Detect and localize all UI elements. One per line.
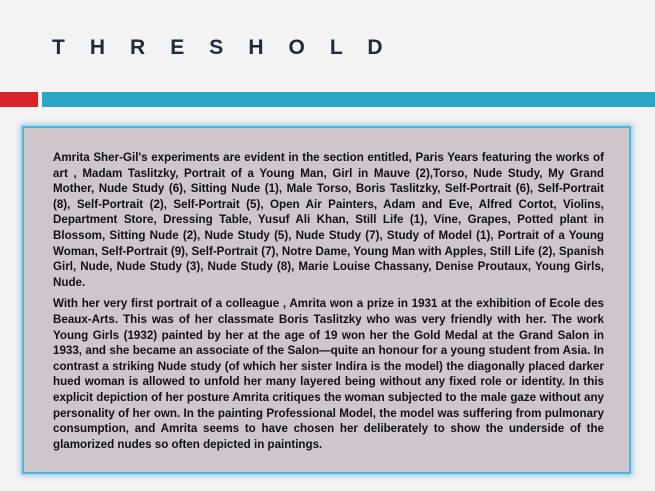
paragraph-first-portrait: With her very first portrait of a colleague , Amrita won a prize in 1931 at the exhibition of Ecole des Beaux-Arts. This was of her classmate Boris Taslitzky who was very friendly with her. The work Young Girls (1932) painted by her at the age of 19 won her the Gold Medal at the Grand Salon in 1933, and she became an associate of the Salon—quite an honour for a young student from Asia. In contrast a striking Nude study (of which her sister Indira is the model) the diagonally placed darker hued woman is allowed to unfold her many layered being without any fixed role or identity. In this explicit depiction of her posture Amrita critiques the woman subjected to the male gaze without any personality of her own. In the painting Professional Model, the model was suffering from pulmonary consumption, and Amrita seems to have chosen her deliberately to show the underside of the glamorized nudes so often depicted in paintings. xyxy=(53,297,604,451)
content-box xyxy=(22,126,631,474)
paragraph-paris-years: Amrita Sher-Gil's experiments are evident in the section entitled, Paris Years featuring the works of art , Madam Taslitzky, Portrait of a Young Man, Girl in Mauve (2),Torso, Nude Study, My Grand Mother, Nude Study (6), Sitting Nude (1), Male Torso, Boris Taslitzky, Self-Portrait (6), Self-Portrait (8), Self-Portrait (2), Self-Portrait (5), Open Air Painters, Adam and Eve, Alfred Cortot, Violins, Department Store, Dressing Table, Yusuf Ali Khan, Still Life (1), Vine, Grapes, Potted plant in Blossom, Sitting Nude (2), Nude Study (5), Nude Study (7), Study of Model (1), Portrait of a Young Woman, Self-Portrait (9), Self-Portrait (7), Notre Dame, Young Man with Apples, Still Life (2), Spanish Girl, Nude, Nude Study (3), Nude Study (8), Marie Louise Chassany, Denise Proutaux, Young Girls, Nude. xyxy=(53,151,604,289)
accent-bar-blue xyxy=(42,92,655,107)
slide-title: T H R E S H O L D xyxy=(52,36,393,59)
accent-bar-red xyxy=(0,92,38,107)
